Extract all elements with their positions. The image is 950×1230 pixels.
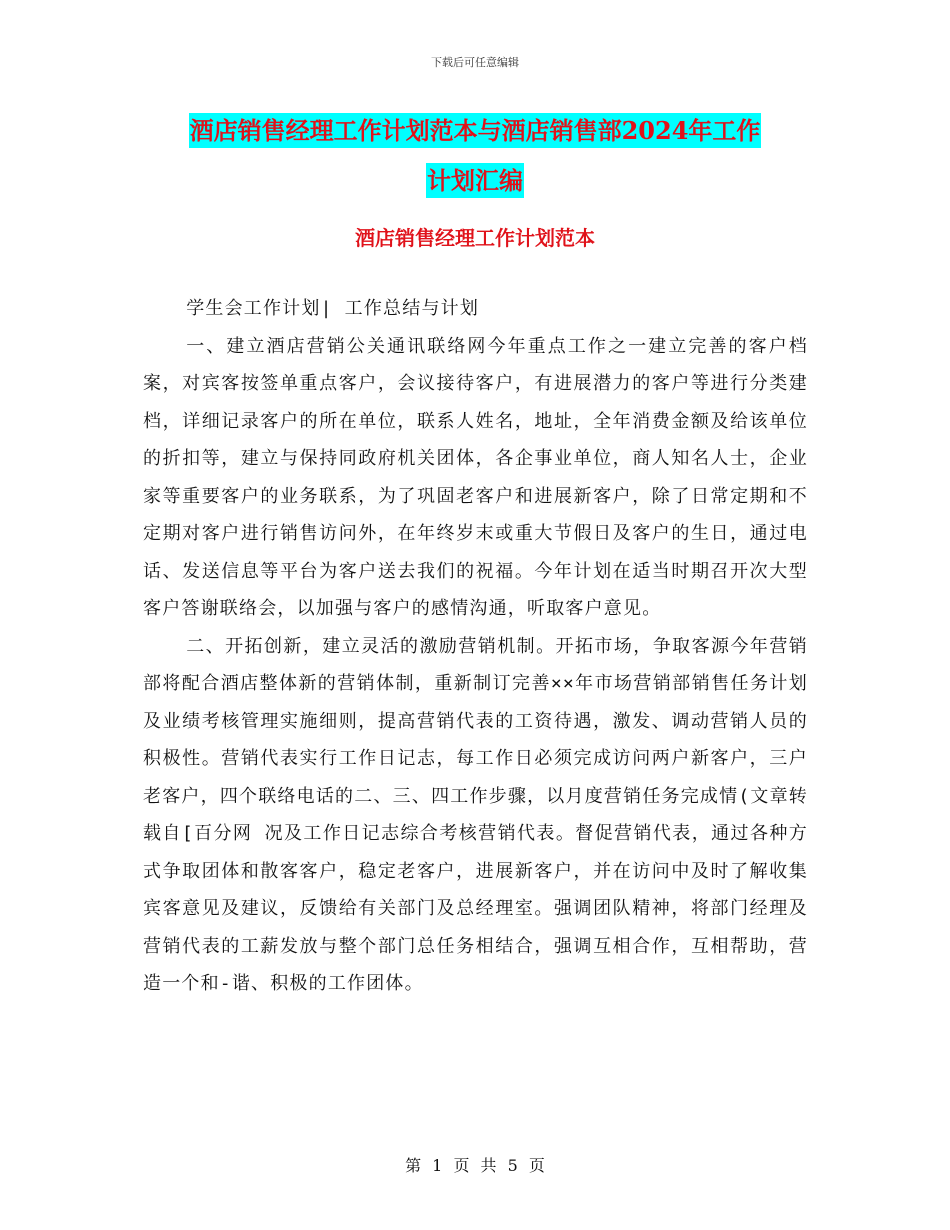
document-title-line-2: 计划汇编 bbox=[426, 163, 524, 198]
document-title bbox=[0, 106, 950, 206]
header-note: 下载后可任意编辑 bbox=[431, 56, 519, 69]
paragraph-2: 二、开拓创新，建立灵活的激励营销机制。开拓市场，争取客源今年营销部将配合酒店整体新的营销体制，重新制订完善××年市场营销部销售任务计划及业绩考核管理实施细则，提高营销代表的工资待遇，激发、调动营销人员的积极性。营销代表实行工作日记志，每工作日必须完成访问两户新客户，三户老客户，四个联络电话的二、三、四工作步骤，以月度营销任务完成情(文章转载自[百分网 况及工作日记志综合考核营销代表。督促营销代表，通过各种方式争取团体和散客客户，稳定老客户，进展新客户，并在访问中及时了解收集宾客意见及建议，反馈给有关部门及总经理室。强调团队精神，将部门经理及营销代表的工薪发放与整个部门总任务相结合，强调互相合作，互相帮助，营造一个和-谐、积极的工作团体。 bbox=[143, 635, 808, 994]
section-title: 酒店销售经理工作计划范本 bbox=[355, 226, 595, 250]
document-body bbox=[143, 290, 808, 1003]
document-title-line-1: 酒店销售经理工作计划范本与酒店销售部2024年工作 bbox=[189, 113, 762, 148]
paragraph-subtitle: 学生会工作计划| 工作总结与计划 bbox=[186, 298, 480, 319]
paragraph-1: 一、建立酒店营销公关通讯联络网今年重点工作之一建立完善的客户档案，对宾客按签单重点客户，会议接待客户，有进展潜力的客户等进行分类建档，详细记录客户的所在单位，联系人姓名，地址，全年消费金额及给该单位的折扣等，建立与保持同政府机关团体，各企事业单位，商人知名人士，企业家等重要客户的业务联系，为了巩固老客户和进展新客户，除了日常定期和不定期对客户进行销售访问外，在年终岁末或重大节假日及客户的生日，通过电话、发送信息等平台为客户送去我们的祝福。今年计划在适当时期召开次大型客户答谢联络会，以加强与客户的感情沟通，听取客户意见。 bbox=[143, 335, 808, 619]
page-footer: 第 1 页 共 5 页 bbox=[405, 1156, 545, 1175]
